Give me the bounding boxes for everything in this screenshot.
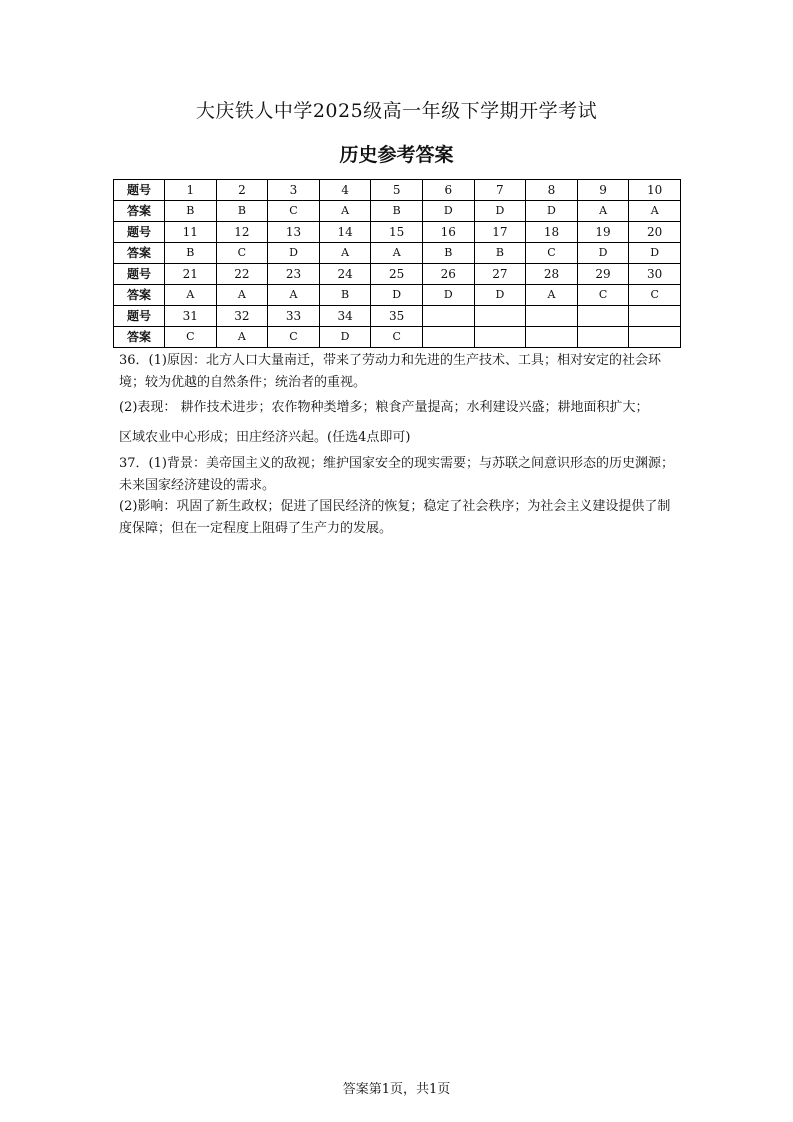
question-number-row xyxy=(114,306,681,327)
answer-cell: D xyxy=(319,327,371,348)
answer-cell: A xyxy=(216,285,268,306)
answer-cell: D xyxy=(422,285,474,306)
q37-part1: 37．(1)背景：美帝国主义的敌视；维护国家安全的现实需要；与苏联之间意识形态的历史渊源；未来国家经济建设的需求。 xyxy=(119,456,674,493)
question-number-cell: 32 xyxy=(216,306,268,327)
question-number-cell: 13 xyxy=(268,222,320,243)
answer-cell: B xyxy=(422,243,474,264)
number-header: 题号 xyxy=(114,306,165,327)
answer-cell: D xyxy=(474,285,526,306)
question-number-cell: 24 xyxy=(319,264,371,285)
question-number-cell: 17 xyxy=(474,222,526,243)
question-number-cell xyxy=(474,306,526,327)
number-header: 题号 xyxy=(114,180,165,201)
answer-cell: D xyxy=(629,243,681,264)
question-number-cell: 14 xyxy=(319,222,371,243)
answer-cell: C xyxy=(268,327,320,348)
question-number-cell: 23 xyxy=(268,264,320,285)
answer-cell: A xyxy=(165,285,217,306)
question-number-cell: 28 xyxy=(526,264,578,285)
answer-row xyxy=(114,285,681,306)
answer-cell: D xyxy=(422,201,474,222)
number-header: 题号 xyxy=(114,222,165,243)
answer-header: 答案 xyxy=(114,201,165,222)
answer-cell: A xyxy=(629,201,681,222)
answer-cell: B xyxy=(371,201,423,222)
answer-cell: C xyxy=(526,243,578,264)
answer-cell: B xyxy=(216,201,268,222)
question-number-row xyxy=(114,264,681,285)
question-number-cell: 19 xyxy=(577,222,629,243)
question-number-cell: 16 xyxy=(422,222,474,243)
q36-part2-line2: 区域农业中心形成；田庄经济兴起。(任选4点即可) xyxy=(119,430,411,445)
question-number-cell: 35 xyxy=(371,306,423,327)
question-number-cell xyxy=(526,306,578,327)
answer-cell xyxy=(629,327,681,348)
answer-cell: A xyxy=(577,201,629,222)
q37-part2: (2)影响：巩固了新生政权；促进了国民经济的恢复；稳定了社会秩序；为社会主义建设提供了制度保障；但在一定程度上阻碍了生产力的发展。 xyxy=(119,499,671,536)
answer-header: 答案 xyxy=(114,327,165,348)
question-number-cell: 22 xyxy=(216,264,268,285)
question-number-cell: 15 xyxy=(371,222,423,243)
question-number-cell: 9 xyxy=(577,180,629,201)
question-number-cell: 12 xyxy=(216,222,268,243)
question-number-cell: 30 xyxy=(629,264,681,285)
answer-cell: A xyxy=(371,243,423,264)
exam-title: 大庆铁人中学2025级高一年级下学期开学考试 xyxy=(195,100,598,122)
answer-table xyxy=(113,179,681,348)
question-number-cell: 25 xyxy=(371,264,423,285)
question-number-cell: 21 xyxy=(165,264,217,285)
question-number-cell: 7 xyxy=(474,180,526,201)
answer-row xyxy=(114,201,681,222)
question-number-cell: 20 xyxy=(629,222,681,243)
answer-cell: C xyxy=(629,285,681,306)
answer-cell: C xyxy=(268,201,320,222)
question-number-cell: 6 xyxy=(422,180,474,201)
answer-cell xyxy=(577,327,629,348)
answer-cell: B xyxy=(165,201,217,222)
answer-header: 答案 xyxy=(114,243,165,264)
answer-cell: A xyxy=(268,285,320,306)
question-number-cell xyxy=(629,306,681,327)
answer-cell: B xyxy=(165,243,217,264)
answer-cell xyxy=(474,327,526,348)
question-number-row xyxy=(114,180,681,201)
answer-cell: B xyxy=(319,285,371,306)
answer-cell: C xyxy=(216,243,268,264)
question-number-cell: 34 xyxy=(319,306,371,327)
answer-cell: C xyxy=(165,327,217,348)
question-number-cell: 10 xyxy=(629,180,681,201)
answer-cell: C xyxy=(577,285,629,306)
answer-row xyxy=(114,327,681,348)
answer-header: 答案 xyxy=(114,285,165,306)
answer-cell: D xyxy=(577,243,629,264)
answer-cell: A xyxy=(319,201,371,222)
question-number-cell: 2 xyxy=(216,180,268,201)
question-number-cell: 8 xyxy=(526,180,578,201)
question-number-cell: 5 xyxy=(371,180,423,201)
answer-cell xyxy=(422,327,474,348)
number-header: 题号 xyxy=(114,264,165,285)
question-number-row xyxy=(114,222,681,243)
question-number-cell: 33 xyxy=(268,306,320,327)
answer-key-title: 历史参考答案 xyxy=(339,144,454,166)
question-number-cell: 29 xyxy=(577,264,629,285)
answer-cell: D xyxy=(268,243,320,264)
question-number-cell: 27 xyxy=(474,264,526,285)
answer-cell: A xyxy=(216,327,268,348)
question-number-cell: 31 xyxy=(165,306,217,327)
answer-cell: D xyxy=(371,285,423,306)
question-number-cell: 11 xyxy=(165,222,217,243)
question-number-cell: 26 xyxy=(422,264,474,285)
q36-part1: 36．(1)原因：北方人口大量南迁，带来了劳动力和先进的生产技术、工具；相对安定的社会环境；较为优越的自然条件；统治者的重视。 xyxy=(119,353,661,390)
answer-cell: A xyxy=(526,285,578,306)
answer-cell: B xyxy=(474,243,526,264)
question-number-cell xyxy=(422,306,474,327)
question-number-cell: 1 xyxy=(165,180,217,201)
answer-cell: C xyxy=(371,327,423,348)
question-number-cell: 4 xyxy=(319,180,371,201)
question-number-cell: 3 xyxy=(268,180,320,201)
answer-cell: A xyxy=(319,243,371,264)
question-number-cell: 18 xyxy=(526,222,578,243)
question-number-cell xyxy=(577,306,629,327)
page-footer: 答案第1页，共1页 xyxy=(342,1082,451,1097)
answer-cell: D xyxy=(474,201,526,222)
answer-row xyxy=(114,243,681,264)
q36-part2-line1: (2)表现： 耕作技术进步；农作物种类增多；粮食产量提高；水利建设兴盛；耕地面积扩大； xyxy=(119,400,649,415)
answer-cell xyxy=(526,327,578,348)
answer-cell: D xyxy=(526,201,578,222)
